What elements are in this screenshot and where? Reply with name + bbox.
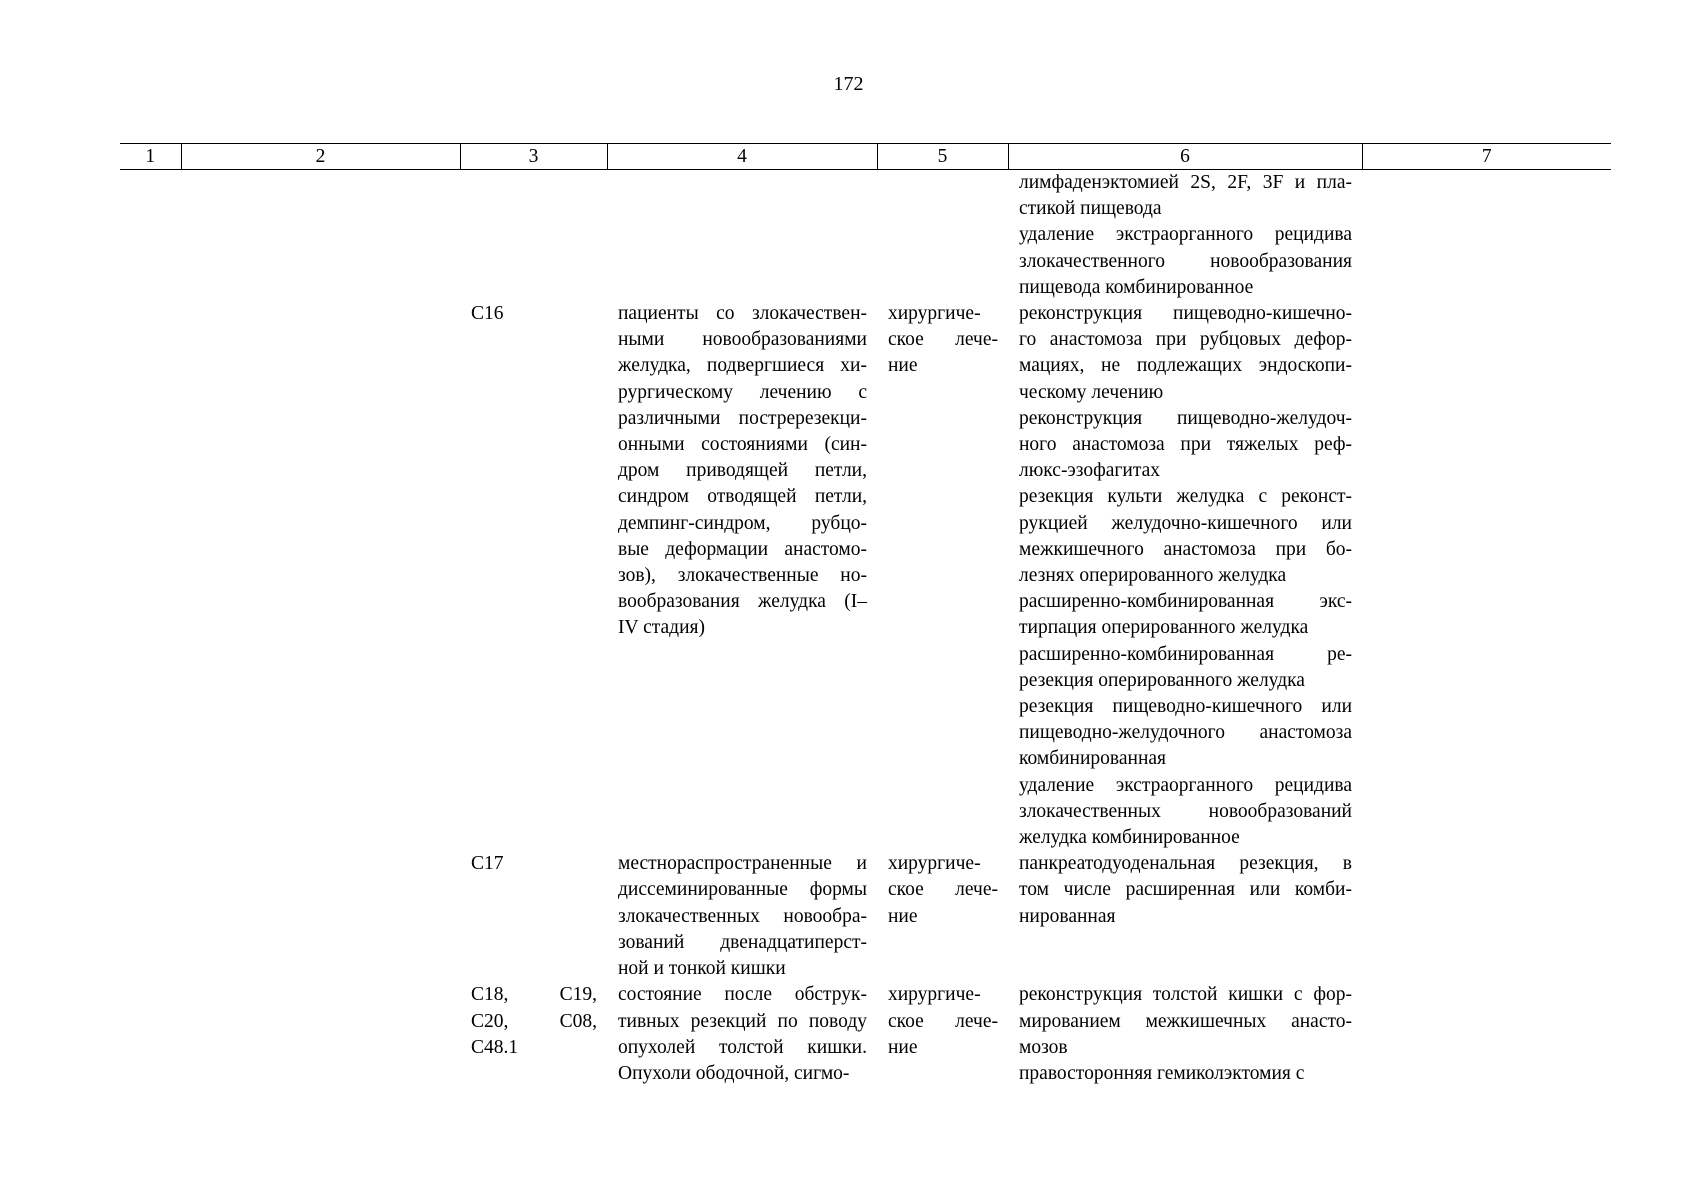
diagnosis-code: C19, <box>559 984 597 1006</box>
treatment-method-line: реконструкция толстой кишки с фор- <box>1019 984 1352 1006</box>
treatment-method-line: злокачественного новообразования <box>1019 250 1352 272</box>
column-header-4: 4 <box>607 144 877 170</box>
patient-model-line: злокачественных новообра- <box>618 905 867 927</box>
cell-col-3 <box>460 170 607 302</box>
treatment-method-line: резекция культи желудка с реконст- <box>1019 486 1352 508</box>
diagnosis-code: C18, <box>471 984 509 1006</box>
cell-col-2 <box>181 301 460 851</box>
diagnosis-code: C48.1 <box>471 1036 519 1058</box>
treatment-method-line: расширенно-комбинированная ре- <box>1019 643 1352 665</box>
cell-col-4 <box>607 851 877 982</box>
treatment-method-line: злокачественных новообразований <box>1019 800 1352 822</box>
document-table <box>120 143 1611 1087</box>
diagnosis-code: C20, <box>471 1010 509 1032</box>
patient-model-line: рургическому лечению с <box>618 381 867 403</box>
cell-col-3 <box>460 982 607 1087</box>
cell-col-5 <box>877 301 1008 851</box>
treatment-type-line: ское лече- <box>888 1010 998 1032</box>
treatment-method-line: ческому лечению <box>1019 381 1164 403</box>
diagnosis-code: C16 <box>471 303 504 325</box>
treatment-method-line: лезнях оперированного желудка <box>1019 565 1287 587</box>
treatment-method-line: нированная <box>1019 905 1116 927</box>
cell-col-1 <box>120 170 181 302</box>
diagnosis-code: C08, <box>559 1010 597 1032</box>
cell-col-6 <box>1008 982 1362 1087</box>
patient-model-line: тивных резекций по поводу <box>618 1010 867 1032</box>
treatment-method-line: реконструкция пищеводно-кишечно- <box>1019 303 1352 325</box>
treatment-type-line: ние <box>888 1036 918 1058</box>
treatment-type-line: ское лече- <box>888 879 998 901</box>
treatment-method-line: межкишечного анастомоза при бо- <box>1019 538 1352 560</box>
patient-model-line: синдром отводящей петли, <box>618 486 867 508</box>
treatment-method-line: ного анастомоза при тяжелых реф- <box>1019 434 1352 456</box>
treatment-method-line: лимфаденэктомией 2S, 2F, 3F и пла- <box>1019 172 1352 193</box>
treatment-method-line: тирпация оперированного желудка <box>1019 617 1309 639</box>
cell-col-4 <box>607 982 877 1087</box>
treatment-method-line: резекция пищеводно-кишечного или <box>1019 696 1352 718</box>
treatment-method-line: пищеводно-желудочного анастомоза <box>1019 722 1352 744</box>
cell-col-7 <box>1362 851 1611 982</box>
treatment-type-line: хирургиче- <box>888 853 981 875</box>
patient-model-line: зов), злокачественные но- <box>618 565 867 587</box>
cell-col-2 <box>181 851 460 982</box>
table-row <box>120 301 1611 851</box>
patient-model-line: зований двенадцатиперст- <box>618 931 867 953</box>
diagnosis-code-line <box>471 982 597 1008</box>
treatment-method-line: мациях, не подлежащих эндоскопи- <box>1019 355 1352 377</box>
patient-model-line: дром приводящей петли, <box>618 460 867 482</box>
cell-col-7 <box>1362 982 1611 1087</box>
cell-col-2 <box>181 170 460 302</box>
cell-col-4 <box>607 301 877 851</box>
cell-col-1 <box>120 982 181 1087</box>
column-header-5: 5 <box>877 144 1008 170</box>
treatment-method-line: панкреатодуоденальная резекция, в <box>1019 853 1352 875</box>
patient-model-line: пациенты со злокачествен- <box>618 303 867 325</box>
treatment-method-line: рукцией желудочно-кишечного или <box>1019 512 1352 534</box>
cell-col-4 <box>607 170 877 302</box>
patient-model-line: IV стадия) <box>618 617 705 639</box>
cell-col-6 <box>1008 170 1362 302</box>
cell-col-2 <box>181 982 460 1087</box>
column-header-1: 1 <box>120 144 181 170</box>
treatment-method-line: удаление экстраорганного рецидива <box>1019 774 1352 796</box>
patient-model-line: опухолей толстой кишки. <box>618 1036 867 1058</box>
cell-col-5 <box>877 851 1008 982</box>
table-body <box>120 170 1611 1088</box>
treatment-type-line: ское лече- <box>888 329 998 351</box>
patient-model-line: демпинг-синдром, рубцо- <box>618 512 867 534</box>
treatment-method-line: реконструкция пищеводно-желудоч- <box>1019 407 1352 429</box>
patient-model-line: вые деформации анастомо- <box>618 538 867 560</box>
treatment-method-line: пищевода комбинированное <box>1019 276 1254 298</box>
patient-model-line: вообразования желудка (I– <box>618 591 867 613</box>
patient-model-line: желудка, подвергшиеся хи- <box>618 355 867 377</box>
table-row <box>120 851 1611 982</box>
patient-model-line: онными состояниями (син- <box>618 434 867 456</box>
column-header-2: 2 <box>181 144 460 170</box>
column-header-3: 3 <box>460 144 607 170</box>
diagnosis-code-line <box>471 1035 597 1061</box>
treatment-method-line: том числе расширенная или комби- <box>1019 879 1352 901</box>
cell-col-7 <box>1362 301 1611 851</box>
patient-model-line: различными постререзекци- <box>618 407 867 429</box>
patient-model-line: Опухоли ободочной, сигмо- <box>618 1062 850 1084</box>
treatment-method-line: резекция оперированного желудка <box>1019 669 1305 691</box>
treatment-method-line: желудка комбинированное <box>1019 827 1240 849</box>
treatment-method-line: го анастомоза при рубцовых дефор- <box>1019 329 1352 351</box>
treatment-type-line: хирургиче- <box>888 984 981 1006</box>
cell-col-7 <box>1362 170 1611 302</box>
treatment-method-line: комбинированная <box>1019 748 1167 770</box>
cell-col-1 <box>120 301 181 851</box>
column-number-header-row <box>120 144 1611 170</box>
treatment-method-line: люкс-эзофагитах <box>1019 460 1161 482</box>
treatment-method-line: расширенно-комбинированная экс- <box>1019 591 1352 613</box>
cell-col-5 <box>877 170 1008 302</box>
diagnosis-code: C17 <box>471 853 504 875</box>
treatment-type-line: хирургиче- <box>888 303 981 325</box>
patient-model-line: местнораспространенные и <box>618 853 867 875</box>
patient-model-line: ной и тонкой кишки <box>618 958 786 980</box>
patient-model-line: диссеминированные формы <box>618 879 867 901</box>
treatment-method-line: мированием межкишечных анасто- <box>1019 1010 1352 1032</box>
cell-col-6 <box>1008 301 1362 851</box>
page-number: 172 <box>833 73 864 95</box>
column-header-7: 7 <box>1362 144 1611 170</box>
treatment-type-line: ние <box>888 355 918 377</box>
treatment-method-line: мозов <box>1019 1036 1068 1058</box>
treatment-type-line: ние <box>888 905 918 927</box>
column-header-6: 6 <box>1008 144 1362 170</box>
table-row <box>120 170 1611 302</box>
patient-model-line: ными новообразованиями <box>618 329 867 351</box>
cell-col-5 <box>877 982 1008 1087</box>
treatment-method-line: удаление экстраорганного рецидива <box>1019 224 1352 246</box>
treatment-method-line: стикой пищевода <box>1019 198 1162 220</box>
patient-model-line: состояние после обструк- <box>618 984 867 1006</box>
diagnosis-code-line <box>471 1009 597 1035</box>
treatment-method-line: правосторонняя гемиколэктомия с <box>1019 1062 1305 1084</box>
cell-col-1 <box>120 851 181 982</box>
table-row <box>120 982 1611 1087</box>
cell-col-6 <box>1008 851 1362 982</box>
